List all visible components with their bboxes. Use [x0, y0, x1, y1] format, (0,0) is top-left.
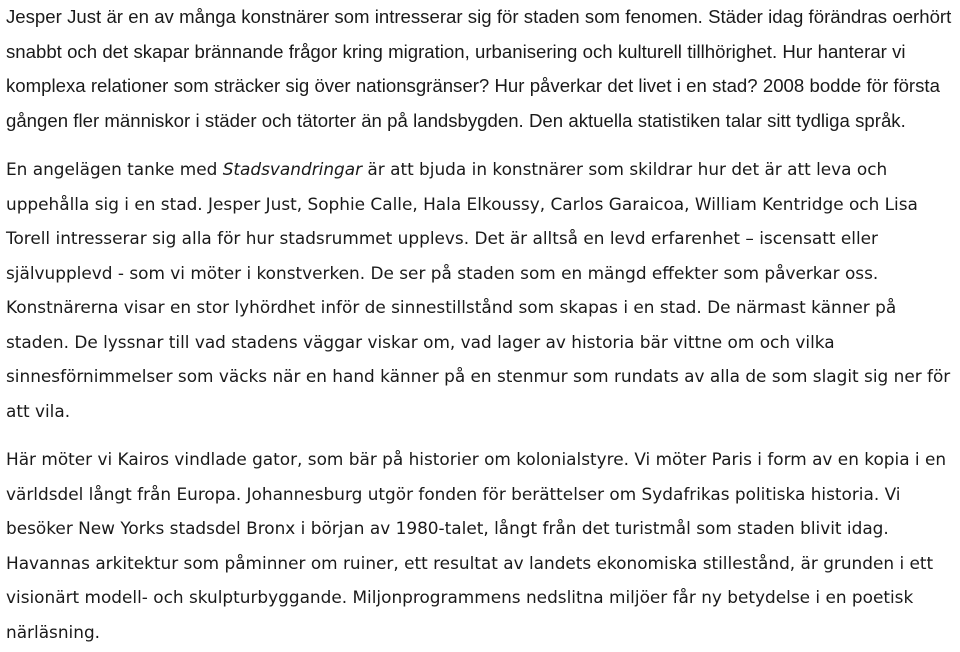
document-page	[6, 0, 958, 649]
paragraph-intro: Jesper Just är en av många konstnärer som intresserar sig för staden som fenomen. Städer idag förändras oerhört snabbt och det skapar brännande frågor kring migration, urbanisering och kulturell tillhörighet. Hur hanterar vi komplexa relationer som sträcker sig över nationsgränser? Hur påverkar det livet i en stad? 2008 bodde för första gången fler människor i städer och tätorter än på landsbygden. Den aktuella statistiken talar sitt tydliga språk.	[6, 6, 952, 131]
paragraph-artists-body: är att bjuda in konstnärer som skildrar hur det är att leva och uppehålla sig i en stad. Jesper Just, Sophie Calle, Hala Elkoussy, Carlos Garaicoa, William Kentridge och Lisa Torell intresserar sig alla för hur stadsrummet upplevs. Det är alltså en levd erfarenhet – iscensatt eller självupplevd - som vi möter i konstverken. De ser på staden som en mängd effekter som påverkar oss. Konstnärerna visar en stor lyhördhet inför de sinnestillstånd som skapas i en stad. De närmast känner på staden. De lyssnar till vad stadens väggar viskar om, vad lager av historia bär vittne om och vilka sinnesförnimmelser som väcks när en hand känner på en stenmur som rundats av alla de som slagit sig ner för att vila.	[6, 159, 951, 421]
paragraph-artists	[6, 152, 958, 428]
paragraph-artists-lead: En angelägen tanke med	[6, 159, 223, 180]
exhibition-title: Stadsvandringar	[222, 159, 363, 180]
paragraph-cities: Här möter vi Kairos vindlade gator, som bär på historier om kolonialstyre. Vi möter Paris i form av en kopia i en världsdel långt från Europa. Johannesburg utgör fonden för berättelser om Sydafrikas politiska historia. Vi besöker New Yorks stadsdel Bronx i början av 1980-talet, långt från det turistmål som staden blivit idag. Havannas arkitektur som påminner om ruiner, ett resultat av landets ekonomiska stillestånd, är grunden i ett visionärt modell- och skulpturbyggande. Miljonprogrammens nedslitna miljöer får ny betydelse i en poetisk närläsning.	[6, 449, 947, 642]
